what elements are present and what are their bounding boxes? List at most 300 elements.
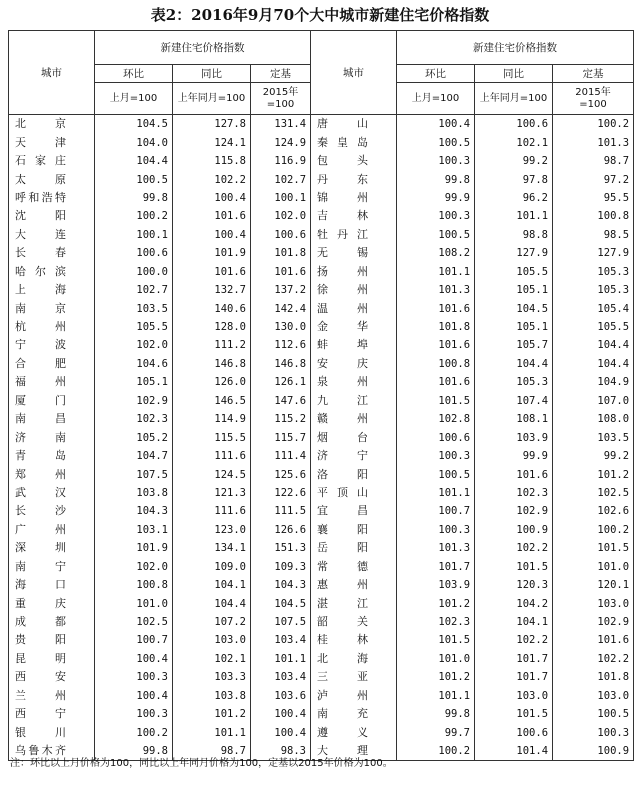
base-right-cell: 103.0: [553, 594, 634, 612]
base-right-cell: 104.4: [553, 336, 634, 354]
base-left-cell: 103.4: [251, 668, 311, 686]
yoy-right-cell: 101.1: [475, 207, 553, 225]
yoy-right-cell: 102.2: [475, 539, 553, 557]
yoy-right-cell: 101.6: [475, 465, 553, 483]
base-left-cell: 102.7: [251, 170, 311, 188]
table-row: [9, 281, 634, 299]
yoy-right-cell: 104.5: [475, 299, 553, 317]
yoy-left-cell: 127.8: [173, 115, 251, 134]
base-unit-line2: =100: [266, 98, 295, 110]
mom-right-cell: 100.8: [397, 355, 475, 373]
base-right-cell: 100.8: [553, 207, 634, 225]
mom-left-cell: 99.8: [95, 189, 173, 207]
mom-right-cell: 101.8: [397, 318, 475, 336]
base-right-cell: 99.2: [553, 447, 634, 465]
base-right-cell: 100.2: [553, 115, 634, 134]
mom-left-cell: 100.5: [95, 170, 173, 188]
city-right-cell: 安庆: [311, 355, 397, 373]
yoy-left-cell: 109.0: [173, 558, 251, 576]
table-row: [9, 410, 634, 428]
city-left-cell: 太原: [9, 170, 95, 188]
header-mom-unit-right: 上月=100: [397, 83, 475, 115]
yoy-left-cell: 146.8: [173, 355, 251, 373]
city-left-cell: 武汉: [9, 484, 95, 502]
yoy-right-cell: 104.4: [475, 355, 553, 373]
city-right-cell: 洛阳: [311, 465, 397, 483]
city-left-cell: 兰州: [9, 687, 95, 705]
table-row: [9, 355, 634, 373]
yoy-right-cell: 100.6: [475, 723, 553, 741]
mom-left-cell: 105.2: [95, 428, 173, 446]
base-left-cell: 130.0: [251, 318, 311, 336]
mom-right-cell: 100.3: [397, 207, 475, 225]
mom-right-cell: 99.8: [397, 170, 475, 188]
mom-right-cell: 99.9: [397, 189, 475, 207]
base-right-cell: 98.7: [553, 152, 634, 170]
mom-left-cell: 102.7: [95, 281, 173, 299]
base-left-cell: 98.3: [251, 742, 311, 761]
yoy-right-cell: 102.9: [475, 502, 553, 520]
mom-right-cell: 101.2: [397, 594, 475, 612]
city-right-cell: 平顶山: [311, 484, 397, 502]
yoy-left-cell: 101.2: [173, 705, 251, 723]
city-right-cell: 泸州: [311, 687, 397, 705]
mom-left-cell: 100.4: [95, 650, 173, 668]
yoy-left-cell: 126.0: [173, 373, 251, 391]
table-row: [9, 502, 634, 520]
mom-right-cell: 101.5: [397, 392, 475, 410]
yoy-right-cell: 103.9: [475, 428, 553, 446]
yoy-right-cell: 101.7: [475, 668, 553, 686]
mom-left-cell: 100.3: [95, 705, 173, 723]
city-left-cell: 济南: [9, 428, 95, 446]
mom-right-cell: 100.6: [397, 428, 475, 446]
mom-left-cell: 100.7: [95, 631, 173, 649]
base-right-cell: 101.3: [553, 133, 634, 151]
base-left-cell: 109.3: [251, 558, 311, 576]
table-row: [9, 650, 634, 668]
yoy-left-cell: 103.3: [173, 668, 251, 686]
yoy-left-cell: 107.2: [173, 613, 251, 631]
header-yoy-unit-right: 上年同月=100: [475, 83, 553, 115]
mom-left-cell: 102.3: [95, 410, 173, 428]
mom-left-cell: 103.8: [95, 484, 173, 502]
mom-left-cell: 99.8: [95, 742, 173, 761]
mom-left-cell: 102.5: [95, 613, 173, 631]
base-left-cell: 102.0: [251, 207, 311, 225]
footnote: 注：环比以上月价格为100，同比以上年同月价格为100，定基以2015年价格为100。: [10, 758, 393, 769]
city-left-cell: 呼和浩特: [9, 189, 95, 207]
base-left-cell: 146.8: [251, 355, 311, 373]
city-right-cell: 包头: [311, 152, 397, 170]
mom-left-cell: 104.6: [95, 355, 173, 373]
mom-left-cell: 103.5: [95, 299, 173, 317]
city-right-cell: 无锡: [311, 244, 397, 262]
mom-left-cell: 104.7: [95, 447, 173, 465]
base-left-cell: 125.6: [251, 465, 311, 483]
yoy-left-cell: 114.9: [173, 410, 251, 428]
city-right-cell: 桂林: [311, 631, 397, 649]
yoy-right-cell: 105.5: [475, 263, 553, 281]
mom-right-cell: 101.1: [397, 263, 475, 281]
header-base-right: 定基: [553, 65, 634, 83]
mom-right-cell: 100.4: [397, 115, 475, 134]
table-row: [9, 576, 634, 594]
yoy-left-cell: 102.1: [173, 650, 251, 668]
base-right-cell: 98.5: [553, 226, 634, 244]
yoy-right-cell: 104.1: [475, 613, 553, 631]
mom-right-cell: 102.8: [397, 410, 475, 428]
city-left-cell: 郑州: [9, 465, 95, 483]
base-right-cell: 100.9: [553, 742, 634, 761]
mom-left-cell: 104.3: [95, 502, 173, 520]
city-left-cell: 银川: [9, 723, 95, 741]
base-right-cell: 100.2: [553, 521, 634, 539]
base-right-cell: 103.0: [553, 687, 634, 705]
header-group-left: 新建住宅价格指数: [95, 31, 311, 65]
city-right-cell: 九江: [311, 392, 397, 410]
city-left-cell: 福州: [9, 373, 95, 391]
city-right-cell: 济宁: [311, 447, 397, 465]
yoy-right-cell: 105.1: [475, 318, 553, 336]
base-right-cell: 101.8: [553, 668, 634, 686]
base-left-cell: 151.3: [251, 539, 311, 557]
city-left-cell: 广州: [9, 521, 95, 539]
city-right-cell: 大理: [311, 742, 397, 761]
header-yoy-right: 同比: [475, 65, 553, 83]
mom-left-cell: 104.0: [95, 133, 173, 151]
mom-right-cell: 100.7: [397, 502, 475, 520]
city-right-cell: 温州: [311, 299, 397, 317]
mom-left-cell: 100.1: [95, 226, 173, 244]
yoy-left-cell: 121.3: [173, 484, 251, 502]
mom-left-cell: 100.4: [95, 687, 173, 705]
mom-right-cell: 101.5: [397, 631, 475, 649]
base-left-cell: 137.2: [251, 281, 311, 299]
yoy-right-cell: 101.5: [475, 558, 553, 576]
yoy-left-cell: 115.8: [173, 152, 251, 170]
base-right-cell: 105.3: [553, 281, 634, 299]
city-left-cell: 青岛: [9, 447, 95, 465]
city-right-cell: 惠州: [311, 576, 397, 594]
mom-right-cell: 100.2: [397, 742, 475, 761]
mom-right-cell: 100.3: [397, 152, 475, 170]
city-right-cell: 锦州: [311, 189, 397, 207]
city-left-cell: 合肥: [9, 355, 95, 373]
table-row: [9, 428, 634, 446]
city-right-cell: 韶关: [311, 613, 397, 631]
mom-left-cell: 100.2: [95, 207, 173, 225]
table-row: [9, 263, 634, 281]
base-right-cell: 103.5: [553, 428, 634, 446]
mom-left-cell: 102.0: [95, 336, 173, 354]
mom-left-cell: 104.5: [95, 115, 173, 134]
city-left-cell: 贵阳: [9, 631, 95, 649]
city-right-cell: 泉州: [311, 373, 397, 391]
table-row: [9, 668, 634, 686]
yoy-left-cell: 123.0: [173, 521, 251, 539]
yoy-left-cell: 101.6: [173, 263, 251, 281]
yoy-right-cell: 127.9: [475, 244, 553, 262]
table-title: 表2：2016年9月70个大中城市新建住宅价格指数: [150, 6, 490, 24]
base-left-cell: 126.1: [251, 373, 311, 391]
city-right-cell: 秦皇岛: [311, 133, 397, 151]
table-row: [9, 465, 634, 483]
city-left-cell: 昆明: [9, 650, 95, 668]
mom-right-cell: 100.3: [397, 521, 475, 539]
city-right-cell: 金华: [311, 318, 397, 336]
mom-right-cell: 102.3: [397, 613, 475, 631]
base-left-cell: 104.3: [251, 576, 311, 594]
base-right-cell: 101.6: [553, 631, 634, 649]
base-left-cell: 111.4: [251, 447, 311, 465]
yoy-left-cell: 115.5: [173, 428, 251, 446]
yoy-left-cell: 111.6: [173, 502, 251, 520]
city-right-cell: 南充: [311, 705, 397, 723]
mom-right-cell: 100.5: [397, 465, 475, 483]
yoy-left-cell: 101.6: [173, 207, 251, 225]
yoy-right-cell: 102.2: [475, 631, 553, 649]
city-left-cell: 西安: [9, 668, 95, 686]
city-left-cell: 南京: [9, 299, 95, 317]
yoy-right-cell: 104.2: [475, 594, 553, 612]
mom-right-cell: 100.3: [397, 447, 475, 465]
mom-right-cell: 101.6: [397, 336, 475, 354]
city-right-cell: 遵义: [311, 723, 397, 741]
table-row: [9, 152, 634, 170]
base-left-cell: 122.6: [251, 484, 311, 502]
mom-right-cell: 101.6: [397, 373, 475, 391]
base-right-cell: 120.1: [553, 576, 634, 594]
yoy-left-cell: 104.4: [173, 594, 251, 612]
base-left-cell: 142.4: [251, 299, 311, 317]
yoy-left-cell: 102.2: [173, 170, 251, 188]
yoy-left-cell: 124.1: [173, 133, 251, 151]
yoy-left-cell: 111.2: [173, 336, 251, 354]
base-right-cell: 102.5: [553, 484, 634, 502]
yoy-left-cell: 100.4: [173, 226, 251, 244]
city-left-cell: 大连: [9, 226, 95, 244]
mom-left-cell: 102.9: [95, 392, 173, 410]
base-right-cell: 105.5: [553, 318, 634, 336]
header-mom-right: 环比: [397, 65, 475, 83]
yoy-right-cell: 108.1: [475, 410, 553, 428]
yoy-right-cell: 102.1: [475, 133, 553, 151]
yoy-right-cell: 100.9: [475, 521, 553, 539]
base-right-cell: 101.5: [553, 539, 634, 557]
city-right-cell: 宜昌: [311, 502, 397, 520]
city-right-cell: 北海: [311, 650, 397, 668]
mom-right-cell: 100.5: [397, 133, 475, 151]
city-left-cell: 乌鲁木齐: [9, 742, 95, 761]
mom-right-cell: 101.7: [397, 558, 475, 576]
mom-left-cell: 100.3: [95, 668, 173, 686]
table-row: [9, 115, 634, 134]
city-left-cell: 长沙: [9, 502, 95, 520]
yoy-right-cell: 99.2: [475, 152, 553, 170]
mom-right-cell: 101.2: [397, 668, 475, 686]
city-left-cell: 南宁: [9, 558, 95, 576]
header-base-left: 定基: [251, 65, 311, 83]
base-left-cell: 124.9: [251, 133, 311, 151]
mom-right-cell: 99.7: [397, 723, 475, 741]
yoy-right-cell: 105.7: [475, 336, 553, 354]
city-left-cell: 沈阳: [9, 207, 95, 225]
table-row: [9, 723, 634, 741]
base-right-cell: 102.9: [553, 613, 634, 631]
city-right-cell: 蚌埠: [311, 336, 397, 354]
header-city-left: 城市: [9, 31, 95, 115]
base-left-cell: 104.5: [251, 594, 311, 612]
base-right-cell: 127.9: [553, 244, 634, 262]
yoy-left-cell: 98.7: [173, 742, 251, 761]
mom-left-cell: 107.5: [95, 465, 173, 483]
mom-left-cell: 100.0: [95, 263, 173, 281]
table-row: [9, 687, 634, 705]
base-left-cell: 100.1: [251, 189, 311, 207]
mom-right-cell: 103.9: [397, 576, 475, 594]
yoy-right-cell: 105.3: [475, 373, 553, 391]
mom-left-cell: 104.4: [95, 152, 173, 170]
yoy-right-cell: 120.3: [475, 576, 553, 594]
base-right-cell: 101.0: [553, 558, 634, 576]
yoy-left-cell: 101.1: [173, 723, 251, 741]
base-left-cell: 100.4: [251, 705, 311, 723]
mom-left-cell: 101.9: [95, 539, 173, 557]
yoy-right-cell: 101.7: [475, 650, 553, 668]
city-left-cell: 南昌: [9, 410, 95, 428]
city-right-cell: 烟台: [311, 428, 397, 446]
base-left-cell: 101.6: [251, 263, 311, 281]
city-right-cell: 岳阳: [311, 539, 397, 557]
base-right-cell: 105.3: [553, 263, 634, 281]
city-right-cell: 吉林: [311, 207, 397, 225]
mom-left-cell: 100.6: [95, 244, 173, 262]
city-left-cell: 上海: [9, 281, 95, 299]
base-unit-line1: 2015年: [262, 86, 299, 98]
base-left-cell: 103.4: [251, 631, 311, 649]
city-left-cell: 海口: [9, 576, 95, 594]
city-left-cell: 石家庄: [9, 152, 95, 170]
table-row: [9, 318, 634, 336]
mom-left-cell: 101.0: [95, 594, 173, 612]
mom-left-cell: 103.1: [95, 521, 173, 539]
mom-left-cell: 100.2: [95, 723, 173, 741]
mom-right-cell: 101.0: [397, 650, 475, 668]
mom-right-cell: 99.8: [397, 705, 475, 723]
base-left-cell: 115.2: [251, 410, 311, 428]
table-header: [9, 31, 634, 115]
base-left-cell: 111.5: [251, 502, 311, 520]
table-row: [9, 299, 634, 317]
mom-right-cell: 101.6: [397, 299, 475, 317]
city-left-cell: 西宁: [9, 705, 95, 723]
city-right-cell: 襄阳: [311, 521, 397, 539]
table-row: [9, 521, 634, 539]
table-row: [9, 170, 634, 188]
base-left-cell: 115.7: [251, 428, 311, 446]
yoy-right-cell: 99.9: [475, 447, 553, 465]
table-row: [9, 539, 634, 557]
city-left-cell: 成都: [9, 613, 95, 631]
header-mom-left: 环比: [95, 65, 173, 83]
yoy-left-cell: 146.5: [173, 392, 251, 410]
yoy-right-cell: 102.3: [475, 484, 553, 502]
table-row: [9, 207, 634, 225]
base-right-cell: 107.0: [553, 392, 634, 410]
city-right-cell: 三亚: [311, 668, 397, 686]
base-left-cell: 100.6: [251, 226, 311, 244]
base-left-cell: 101.1: [251, 650, 311, 668]
city-left-cell: 深圳: [9, 539, 95, 557]
yoy-right-cell: 100.6: [475, 115, 553, 134]
yoy-right-cell: 96.2: [475, 189, 553, 207]
yoy-left-cell: 134.1: [173, 539, 251, 557]
yoy-left-cell: 132.7: [173, 281, 251, 299]
yoy-right-cell: 97.8: [475, 170, 553, 188]
table-row: [9, 613, 634, 631]
city-right-cell: 徐州: [311, 281, 397, 299]
yoy-left-cell: 140.6: [173, 299, 251, 317]
yoy-left-cell: 100.4: [173, 189, 251, 207]
table-body: [9, 115, 634, 761]
city-right-cell: 扬州: [311, 263, 397, 281]
mom-right-cell: 101.3: [397, 539, 475, 557]
mom-left-cell: 100.8: [95, 576, 173, 594]
yoy-right-cell: 105.1: [475, 281, 553, 299]
city-right-cell: 常德: [311, 558, 397, 576]
table-row: [9, 226, 634, 244]
base-left-cell: 131.4: [251, 115, 311, 134]
city-left-cell: 重庆: [9, 594, 95, 612]
city-left-cell: 天津: [9, 133, 95, 151]
yoy-left-cell: 128.0: [173, 318, 251, 336]
base-right-cell: 102.6: [553, 502, 634, 520]
city-left-cell: 厦门: [9, 392, 95, 410]
yoy-right-cell: 103.0: [475, 687, 553, 705]
city-left-cell: 宁波: [9, 336, 95, 354]
header-base-unit-right: [553, 83, 634, 115]
table-row: [9, 484, 634, 502]
table-row: [9, 631, 634, 649]
mom-right-cell: 101.3: [397, 281, 475, 299]
base-right-cell: 100.3: [553, 723, 634, 741]
base-right-cell: 104.4: [553, 355, 634, 373]
yoy-right-cell: 98.8: [475, 226, 553, 244]
mom-right-cell: 108.2: [397, 244, 475, 262]
yoy-left-cell: 111.6: [173, 447, 251, 465]
yoy-left-cell: 103.8: [173, 687, 251, 705]
header-yoy-left: 同比: [173, 65, 251, 83]
yoy-left-cell: 104.1: [173, 576, 251, 594]
header-yoy-unit-left: 上年同月=100: [173, 83, 251, 115]
base-left-cell: 101.8: [251, 244, 311, 262]
base-left-cell: 107.5: [251, 613, 311, 631]
base-right-cell: 100.5: [553, 705, 634, 723]
price-index-table: [8, 30, 634, 761]
base-unit-line2: =100: [579, 98, 607, 110]
table-row: [9, 189, 634, 207]
table-row: [9, 705, 634, 723]
base-right-cell: 97.2: [553, 170, 634, 188]
header-group-right: 新建住宅价格指数: [397, 31, 634, 65]
base-left-cell: 112.6: [251, 336, 311, 354]
city-left-cell: 北京: [9, 115, 95, 134]
yoy-right-cell: 107.4: [475, 392, 553, 410]
city-right-cell: 牡丹江: [311, 226, 397, 244]
base-left-cell: 103.6: [251, 687, 311, 705]
table-row: [9, 244, 634, 262]
